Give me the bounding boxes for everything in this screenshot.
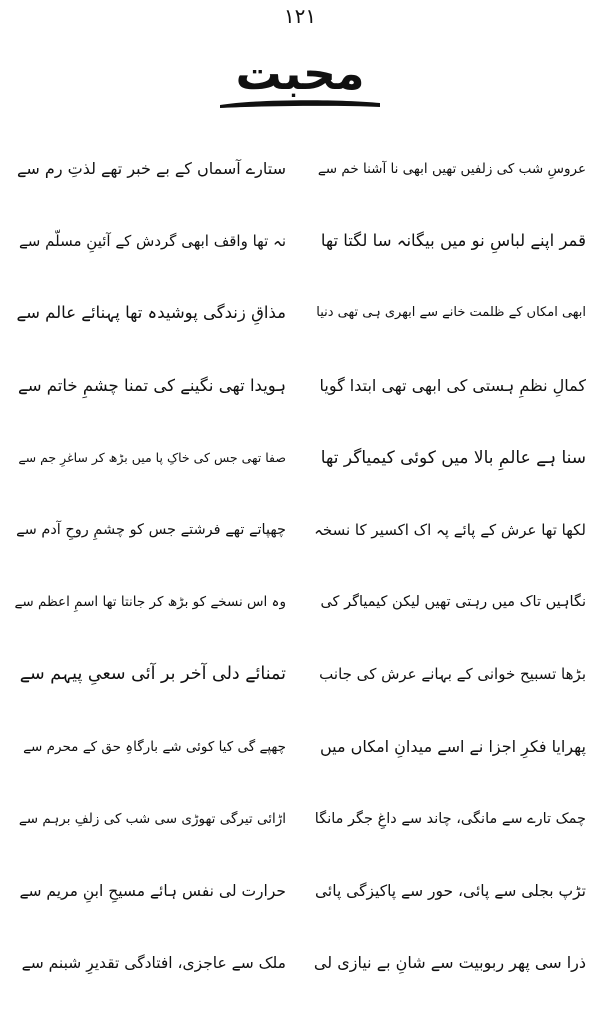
couplet-4	[14, 357, 586, 429]
couplet-4-first-line: کمالِ نظمِ ہستی کی ابھی تھی ابتدا گویا	[319, 375, 586, 395]
couplet-12-second-line: ملک سے عاجزی، افتادگی تقدیرِ شبنم سے	[21, 954, 286, 973]
couplet-8-second-line: تمنائے دلی آخر بر آئی سعیِ پیہم سے	[19, 664, 286, 685]
couplet-1-second-line: ستارے آسماں کے بے خبر تھے لذتِ رم سے	[17, 159, 286, 178]
couplet-2-second-line: نہ تھا واقف ابھی گردش کے آئینِ مسلّم سے	[19, 232, 286, 251]
poem-title-block	[200, 46, 400, 116]
couplet-6-first-line: لکھا تھا عرش کے پائے پہ اک اکسیر کا نسخہ	[314, 520, 586, 539]
couplet-1-first-line: عروسِ شب کی زلفیں تھیں ابھی نا آشنا خم سے	[317, 161, 586, 177]
couplet-3	[14, 284, 586, 356]
couplet-3-first-line: ابھی امکاں کے ظلمت خانے سے ابھری ہی تھی دنیا	[316, 305, 586, 321]
couplet-10-second-line: اڑائی تیرگی تھوڑی سی شب کی زلفِ برہم سے	[18, 810, 286, 827]
couplet-6	[14, 501, 586, 573]
poem-title: محبت	[235, 46, 365, 100]
poem-stanza	[14, 140, 586, 1006]
couplet-8	[14, 645, 586, 717]
couplet-5-first-line: سنا ہے عالمِ بالا میں کوئی کیمیاگر تھا	[320, 447, 586, 468]
couplet-1	[14, 140, 586, 212]
couplet-3-second-line: مذاقِ زندگی پوشیدہ تھا پہنائے عالم سے	[16, 303, 286, 323]
couplet-2-first-line: قمر اپنے لباسِ نو میں بیگانہ سا لگتا تھا	[320, 231, 586, 251]
couplet-9-second-line: چھپے گی کیا کوئی شے بارگاہِ حق کے محرم سے	[23, 738, 286, 755]
title-swash-ornament	[218, 96, 382, 110]
couplet-9	[14, 718, 586, 790]
couplet-9-first-line: پھرایا فکرِ اجزا نے اسے میدانِ امکاں میں	[319, 736, 586, 756]
couplet-2	[14, 212, 586, 284]
couplet-10	[14, 790, 586, 862]
couplet-8-first-line: بڑھا تسبیح خوانی کے بہانے عرش کی جانب	[319, 665, 586, 684]
couplet-7	[14, 573, 586, 645]
couplet-6-second-line: چھپاتے تھے فرشتے جس کو چشمِ روحِ آدم سے	[16, 521, 286, 538]
couplet-12-first-line: ذرا سی پھر ربوبیت سے شانِ بے نیازی لی	[314, 953, 586, 973]
couplet-5	[14, 429, 586, 501]
couplet-11-second-line: حرارت لی نفس ہائے مسیحِ ابنِ مریم سے	[19, 881, 286, 900]
couplet-7-first-line: نگاہیں تاک میں رہتی تھیں لیکن کیمیاگر کی	[320, 594, 586, 611]
couplet-11	[14, 862, 586, 934]
couplet-12	[14, 934, 586, 1006]
couplet-10-first-line: چمک تارے سے مانگی، چاند سے داغِ جگر مانگا	[314, 810, 586, 827]
couplet-5-second-line: صفا تھی جس کی خاکِ پا میں بڑھ کر ساغرِ جم سے	[18, 449, 286, 465]
page-number: ۱۲۱	[283, 4, 317, 28]
couplet-11-first-line: تڑپ بجلی سے پائی، حور سے پاکیزگی پائی	[314, 881, 586, 900]
couplet-7-second-line: وہ اس نسخے کو بڑھ کر جانتا تھا اسمِ اعظم سے	[14, 594, 286, 611]
couplet-4-second-line: ہویدا تھی نگینے کی تمنا چشمِ خاتم سے	[18, 375, 286, 395]
